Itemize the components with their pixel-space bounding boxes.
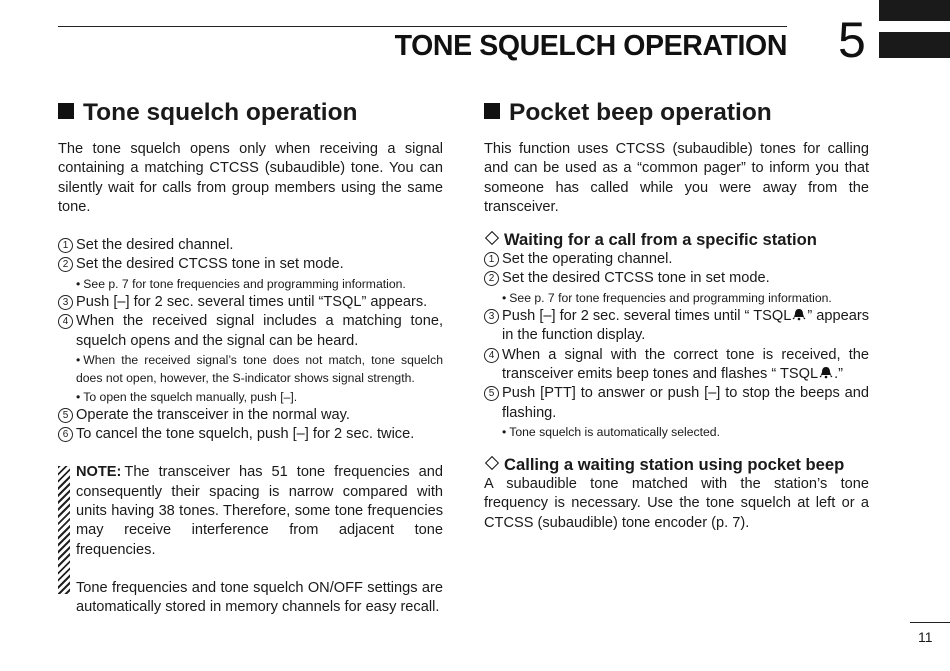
step-item: 4 When a signal with the correct tone is received, the transceiver emits beep tones and flashes “ TSQL .” <box>484 346 869 385</box>
chapter-tab-bar-bottom <box>879 32 950 58</box>
diamond-bullet-icon <box>485 231 499 245</box>
step-note: • See p. 7 for tone frequencies and programming information. <box>502 290 832 305</box>
step-item: 3 Push [–] for 2 sec. several times until “ TSQL ” appears in the function display. <box>484 307 869 346</box>
intro-paragraph: The tone squelch opens only when receiving a signal containing a matching CTCSS (subaudible) tone. You can silently wait for calls from group members using the same tone. <box>58 141 443 215</box>
chapter-title: TONE SQUELCH OPERATION <box>394 30 787 62</box>
left-column <box>58 97 443 618</box>
chapter-tab-bar-top <box>879 0 950 21</box>
step-item: 5 Operate the transceiver in the normal way. <box>58 406 443 425</box>
subheading-waiting: Waiting for a call from a specific station <box>484 230 869 250</box>
note-text-2: Tone frequencies and tone squelch ON/OFF settings are automatically stored in memory channels for easy recall. <box>76 579 443 616</box>
section-heading-tone-squelch: Tone squelch operation <box>58 97 443 129</box>
header-rule <box>58 26 787 27</box>
circled-number: 1 <box>484 252 499 267</box>
calling-paragraph: A subaudible tone matched with the station’s tone frequency is necessary. Use the tone squelch at left or a CTCSS (subaudible) tone encoder (p. 7). <box>484 476 869 531</box>
note-hatch-marker <box>58 466 70 594</box>
subheading-calling: Calling a waiting station using pocket beep <box>484 455 869 475</box>
step-item: 2 Set the desired CTCSS tone in set mode. <box>484 269 869 288</box>
note-text: NOTE: The transceiver has 51 tone frequencies and consequently their spacing is narrow compared with units having 38 tones. Therefore, some tone frequencies may receive interference from adjacent tone frequencies. <box>76 464 443 558</box>
step-item: 2 Set the desired CTCSS tone in set mode. <box>58 255 443 274</box>
note-box <box>58 463 443 617</box>
intro-paragraph: This function uses CTCSS (subaudible) tones for calling and can be used as a “common pager” to inform you that someone has called while you were away from the transceiver. <box>484 141 869 215</box>
step-note: • Tone squelch is automatically selected. <box>502 424 720 439</box>
diamond-bullet-icon <box>485 456 499 470</box>
step-item: 5 Push [PTT] to answer or push [–] to stop the beeps and flashing. <box>484 384 869 423</box>
circled-number: 2 <box>58 257 73 272</box>
step-item: 1 Set the operating channel. <box>484 250 869 269</box>
circled-number: 5 <box>484 386 499 401</box>
circled-number: 3 <box>484 309 499 324</box>
note-label: NOTE: <box>76 464 122 481</box>
step-item: 1 Set the desired channel. <box>58 236 443 255</box>
step-item: 3 Push [–] for 2 sec. several times until “TSQL” appears. <box>58 293 443 312</box>
step-item: 4 When the received signal includes a matching tone, squelch opens and the signal can be heard. <box>58 312 443 351</box>
bell-icon <box>792 308 806 321</box>
bell-icon <box>819 366 833 379</box>
chapter-number: 5 <box>838 12 866 68</box>
square-bullet-icon <box>484 103 500 119</box>
circled-number: 1 <box>58 238 73 253</box>
circled-number: 4 <box>484 348 499 363</box>
circled-number: 2 <box>484 271 499 286</box>
circled-number: 4 <box>58 314 73 329</box>
step-note: • To open the squelch manually, push [–]. <box>76 389 298 404</box>
right-column <box>484 97 869 533</box>
step-note: • When the received signal’s tone does not match, tone squelch does not open, however, the S-indicator shows signal strength. <box>76 352 443 386</box>
step-note: • See p. 7 for tone frequencies and programming information. <box>76 276 406 291</box>
step-item: 6 To cancel the tone squelch, push [–] for 2 sec. twice. <box>58 425 443 444</box>
footer-rule <box>910 622 950 623</box>
circled-number: 3 <box>58 295 73 310</box>
section-heading-pocket-beep: Pocket beep operation <box>484 97 869 129</box>
square-bullet-icon <box>58 103 74 119</box>
circled-number: 5 <box>58 408 73 423</box>
circled-number: 6 <box>58 427 73 442</box>
page-number: 11 <box>918 629 933 645</box>
